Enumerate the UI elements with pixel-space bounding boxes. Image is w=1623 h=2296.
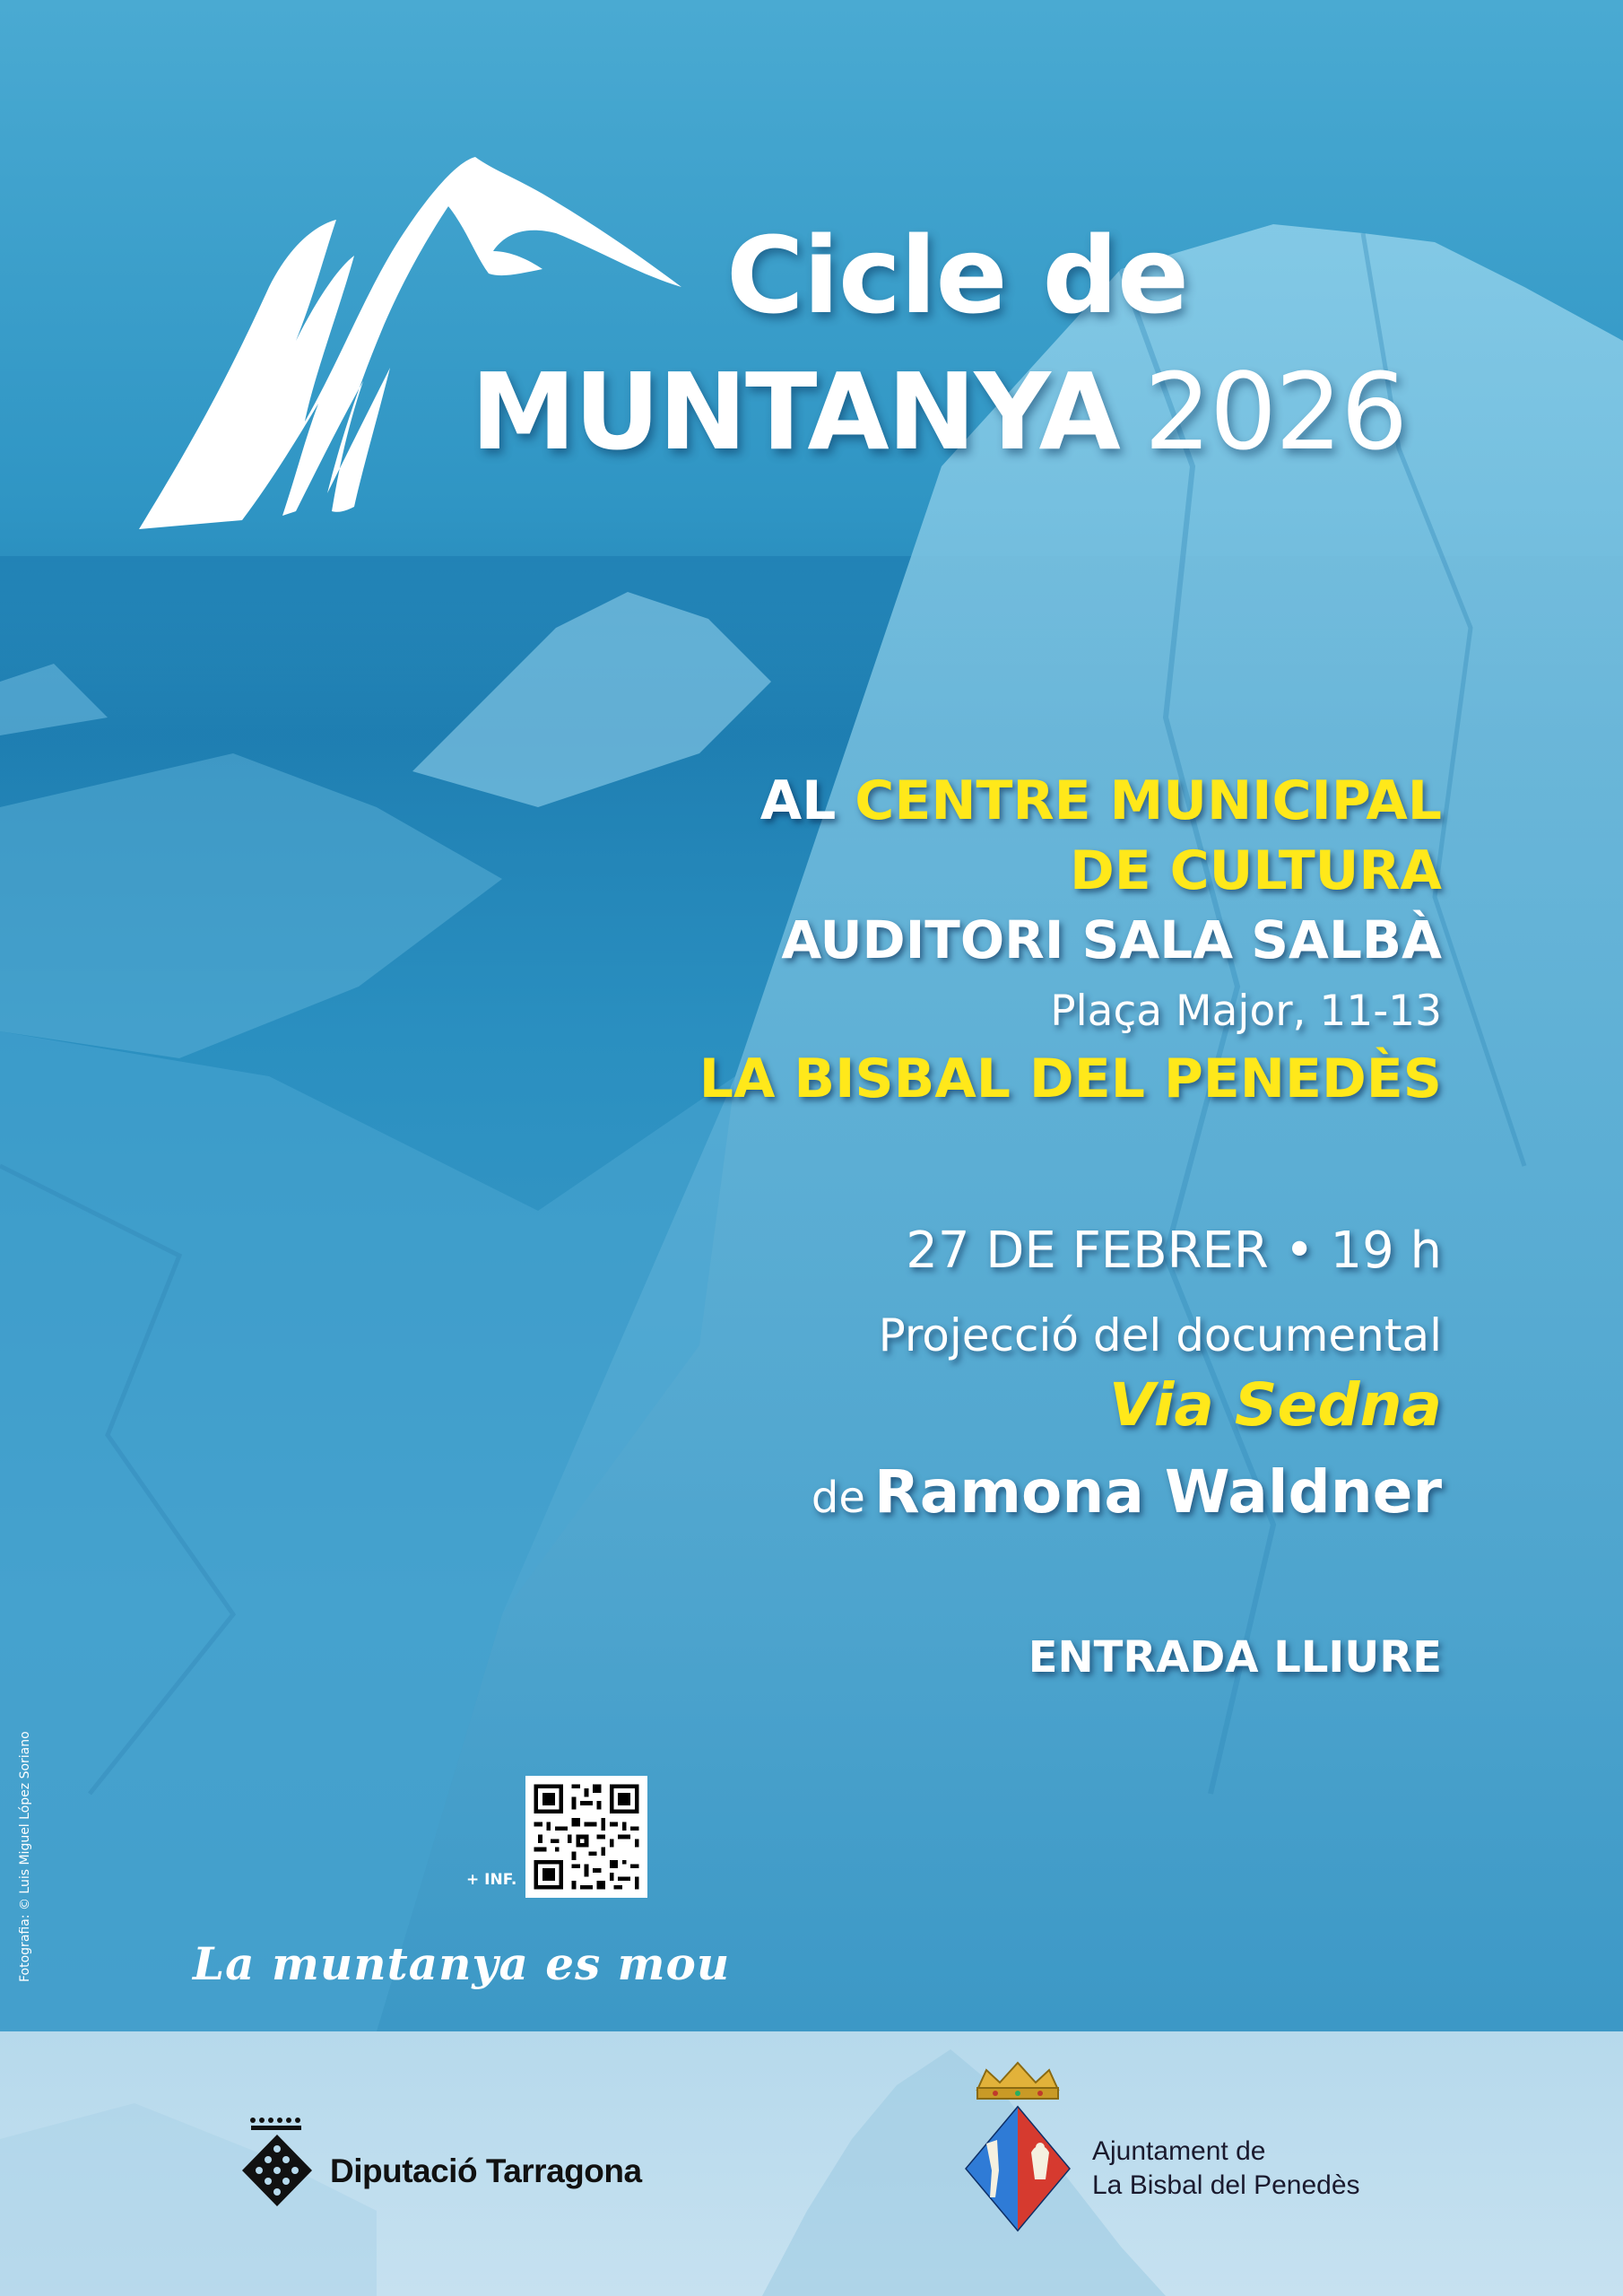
title-year: 2026 <box>1143 350 1407 474</box>
event-description: Projecció del documental <box>878 1309 1442 1361</box>
mountain-logo-icon <box>135 152 690 538</box>
director-name: Ramona Waldner <box>873 1457 1442 1526</box>
venue-address: Plaça Major, 11-13 <box>1050 987 1442 1036</box>
film-title: Via Sedna <box>1108 1370 1442 1439</box>
venue-town: LA BISBAL DEL PENEDÈS <box>699 1048 1442 1110</box>
ajuntament-line1: Ajuntament de <box>1092 2136 1266 2166</box>
director-prefix: de <box>811 1473 865 1523</box>
venue-line1 <box>760 770 1442 832</box>
venue-name-line1: CENTRE MUNICIPAL <box>855 770 1442 832</box>
qr-code-icon[interactable] <box>525 1776 647 1898</box>
venue-name-line2: DE CULTURA <box>1069 839 1442 902</box>
venue-prefix: AL <box>759 770 837 832</box>
diputacio-tower-icon <box>240 2115 314 2212</box>
event-date-time: 27 DE FEBRER • 19 h <box>906 1222 1442 1280</box>
director-line <box>812 1457 1442 1526</box>
title-line1: Cicle de <box>726 213 1189 337</box>
photo-credit: Fotografia: © Luis Miguel López Soriano <box>18 1731 32 1982</box>
venue-hall: AUDITORI SALA SALBÀ <box>781 909 1442 970</box>
title-muntanya: MUNTANYA <box>471 350 1119 474</box>
slogan: La muntanya es mou <box>193 1937 731 1990</box>
qr-label: + INF. <box>466 1871 517 1889</box>
diputacio-name: Diputació Tarragona <box>330 2152 642 2189</box>
admission: ENTRADA LLIURE <box>1028 1632 1442 1683</box>
ajuntament-name <box>1092 2135 1360 2203</box>
title-line2 <box>471 350 1406 474</box>
ajuntament-line2: La Bisbal del Penedès <box>1092 2170 1360 2200</box>
ajuntament-crest-icon <box>959 2054 1076 2242</box>
